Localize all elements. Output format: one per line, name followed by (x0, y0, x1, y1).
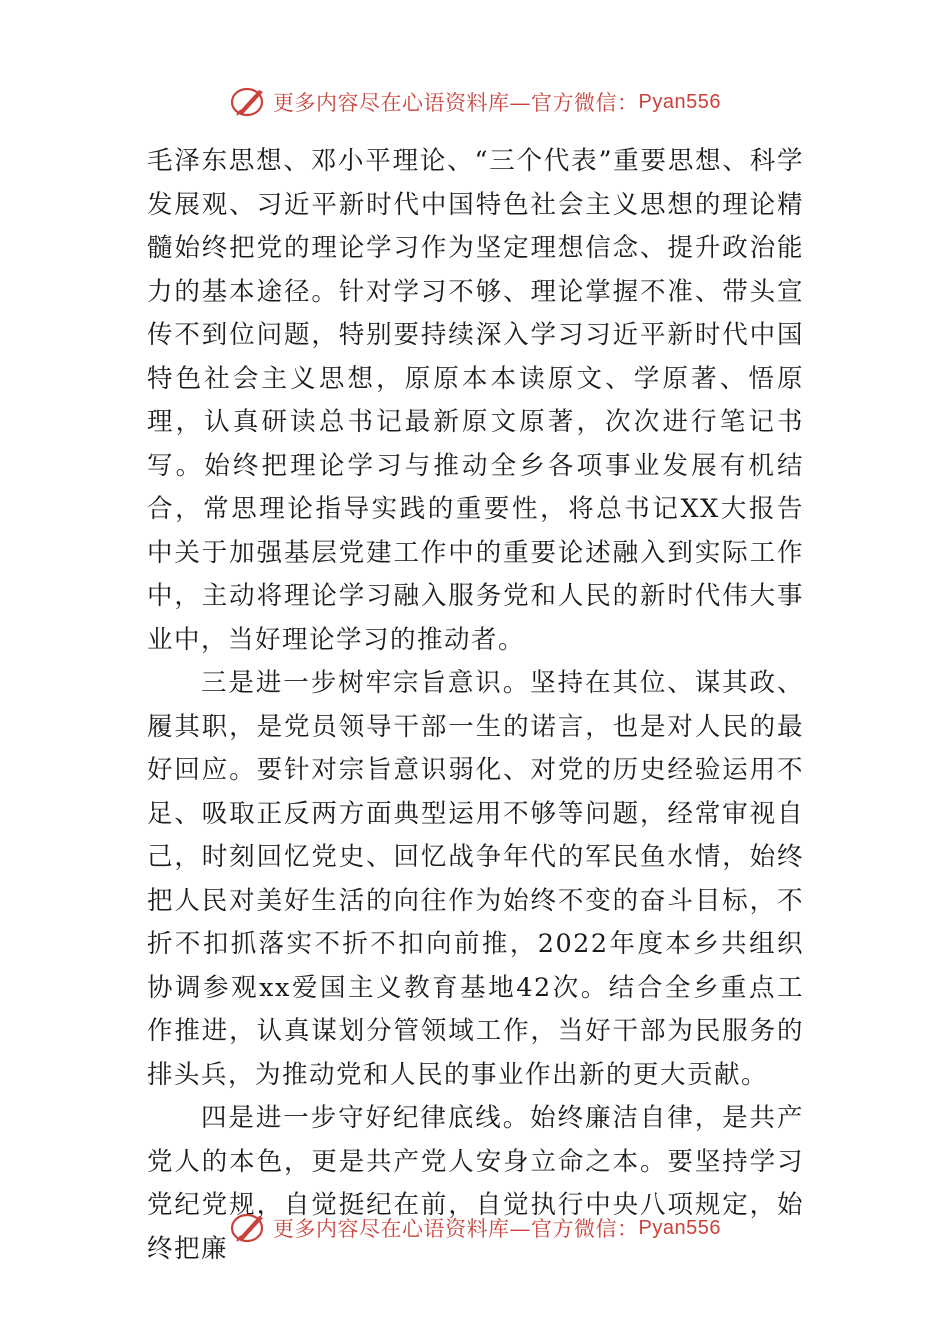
banner-handle: Pyan556 (638, 1216, 721, 1239)
quill-pen-icon (229, 1210, 269, 1246)
paragraph-2: 三是进一步树牢宗旨意识。坚持在其位、谋其政、履其职，是党员领导干部一生的诺言，也是对人民的最好回应。要针对宗旨意识弱化、对党的历史经验运用不足、吸取正反两方面典型运用不够等问题，经常审视自己，时刻回忆党史、回忆战争年代的军民鱼水情，始终把人民对美好生活的向往作为始终不变的奋斗目标，不折不扣抓落实不折不扣向前推，2022年度本乡共组织协调参观xx爱国主义教育基地42次。结合全乡重点工作推进，认真谋划分管领域工作，当好干部为民服务的排头兵，为推动党和人民的事业作出新的更大贡献。 (147, 668, 804, 1090)
banner-text: 更多内容尽在心语资料库—官方微信： (273, 1217, 639, 1241)
footer-watermark-banner (0, 1208, 950, 1248)
quill-pen-icon (229, 84, 269, 120)
banner-text: 更多内容尽在心语资料库—官方微信： (273, 91, 639, 115)
paragraph-1: 毛泽东思想、邓小平理论、“三个代表”重要思想、科学发展观、习近平新时代中国特色社会主义思想的理论精髓始终把党的理论学习作为坚定理想信念、提升政治能力的基本途径。针对学习不够、理论掌握不准、带头宣传不到位问题，特别要持续深入学习习近平新时代中国特色社会主义思想，原原本本读原文、学原著、悟原理，认真研读总书记最新原文原著，次次进行笔记书写。始终把理论学习与推动全乡各项事业发展有机结合，常思理论指导实践的重要性，将总书记XX大报告中关于加强基层党建工作中的重要论述融入到实际工作中，主动将理论学习融入服务党和人民的新时代伟大事业中，当好理论学习的推动者。 (147, 146, 804, 655)
banner-handle: Pyan556 (638, 90, 721, 113)
document-body (147, 140, 804, 1271)
paragraph-3: 四是进一步守好纪律底线。始终廉洁自律，是共产党人的本色，更是共产党人安身立命之本。要坚持学习党纪党规，自觉挺纪在前，自觉执行中央八项规定，始终把廉 (147, 1103, 804, 1264)
header-watermark-banner (0, 82, 950, 122)
